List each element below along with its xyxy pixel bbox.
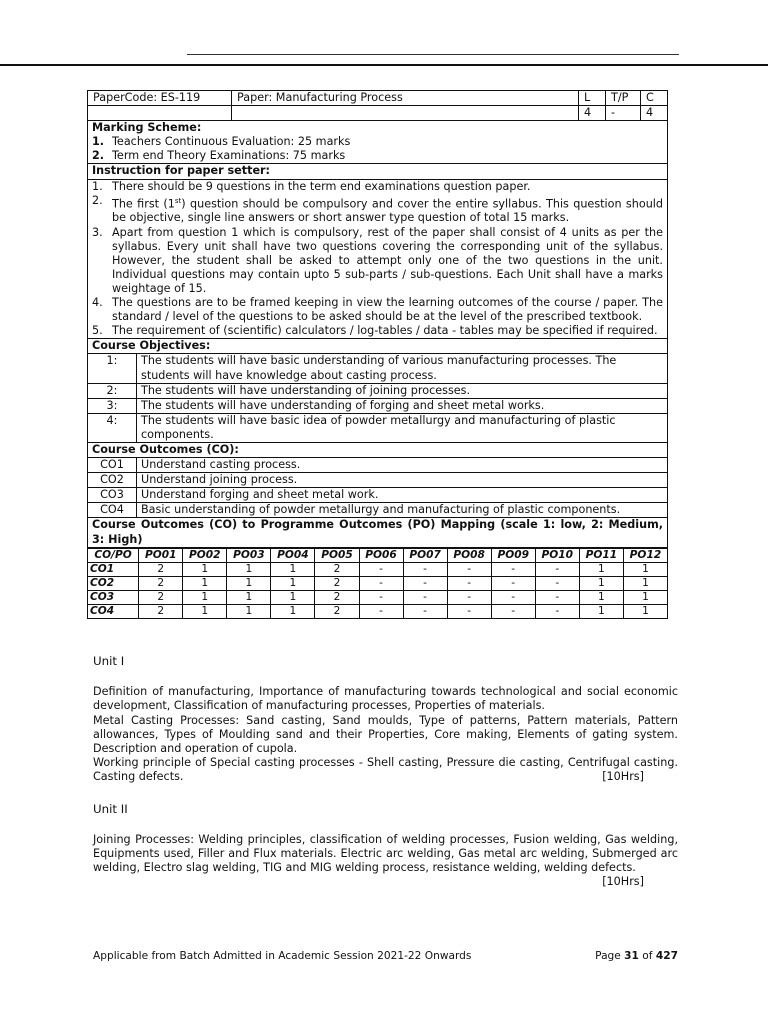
instruction-item: 2. The first (1st) question should be compulsory and cover the entire syllabus. This question should be objective, single line answers or short answer type question of total 15 marks. — [92, 193, 664, 225]
instructions-title: Instruction for paper setter: — [92, 164, 271, 178]
unit-2-paragraph: Joining Processes: Welding principles, classification of welding processes, Fusion welding, Gas welding, Equipments used, Filler and Flux materials. Electric arc welding, Gas metal arc welding, Submerged arc welding, Electro slag welding, TIG and MIG welding process, resistance welding, welding defects. [10Hrs] — [93, 832, 678, 889]
header-rule — [0, 64, 768, 66]
instruction-item: 3. Apart from question 1 which is compulsory, rest of the paper shall consist of 4 units as per the syllabus. Every unit shall have two questions covering the corresponding unit of the syllabus. However, the student shall be asked to attempt only one of the two questions in the unit. Individual questions may contain upto 5 sub-parts / sub-questions. Each Unit shall have a marks weightage of 15. — [92, 225, 663, 295]
unit-1-title: Unit I — [93, 654, 125, 668]
table-row: CO4 2 1 1 1 2 - - - - - 1 1 — [88, 604, 668, 618]
objective-text: The students will have basic understanding of various manufacturing processes. The students will have knowledge about casting process. — [137, 354, 668, 383]
outcome-text: Understand joining process. — [137, 473, 668, 488]
outcomes-title: Course Outcomes (CO): — [88, 442, 668, 457]
objective-number: 2: — [88, 383, 137, 398]
unit-1-paragraph: Working principle of Special casting processes - Shell casting, Pressure die casting, Centrifugal casting. Casting defects. [10Hrs] — [93, 756, 678, 784]
unit-1-paragraph: Metal Casting Processes: Sand casting, Sand moulds, Type of patterns, Pattern materials, Pattern allowances, Types of Moulding sand and their Properties, Core making, Elements of gating system. Description and operation of cupola. — [93, 713, 678, 756]
table-row: CO3 2 1 1 1 2 - - - - - 1 1 — [88, 590, 668, 604]
units-section — [93, 648, 678, 890]
top-rule — [187, 54, 679, 55]
credit-header-c: C — [641, 91, 668, 106]
outcome-code: CO3 — [88, 488, 137, 503]
outcome-code: CO2 — [88, 473, 137, 488]
outcome-text: Understand casting process. — [137, 458, 668, 473]
paper-code: PaperCode: ES-119 — [88, 91, 232, 106]
credit-header-l: L — [579, 91, 606, 106]
table-row: CO1 2 1 1 1 2 - - - - - 1 1 — [88, 562, 668, 576]
syllabus-document — [87, 90, 668, 619]
paper-title: Paper: Manufacturing Process — [232, 91, 579, 106]
unit-1-paragraph: Definition of manufacturing, Importance of manufacturing towards technological and social economic development, Classification of manufacturing processes, Properties of materials. — [93, 685, 678, 713]
instruction-item: 5. The requirement of (scientific) calculators / log-tables / data - tables may be specified if required. — [92, 324, 658, 338]
unit-1-hours: [10Hrs] — [602, 770, 644, 784]
credit-header-tp: T/P — [606, 91, 641, 106]
instruction-item: 4. The questions are to be framed keeping in view the learning outcomes of the course / paper. The standard / level of the questions to be asked should be at the level of the prescribed textbook. — [92, 296, 663, 324]
marking-item: 2. Term end Theory Examinations: 75 marks — [92, 149, 346, 163]
table-row: CO2 2 1 1 1 2 - - - - - 1 1 — [88, 576, 668, 590]
outcome-code: CO4 — [88, 503, 137, 518]
objective-number: 4: — [88, 413, 137, 442]
paper-header-table — [87, 90, 668, 121]
objective-text: The students will have understanding of forging and sheet metal works. — [137, 398, 668, 413]
footer-applicability: Applicable from Batch Admitted in Academic Session 2021-22 Onwards — [93, 950, 472, 962]
objectives-title: Course Objectives: — [92, 339, 211, 353]
credit-value-c: 4 — [641, 106, 668, 121]
instruction-item: 1. There should be 9 questions in the term end examinations question paper. — [92, 179, 531, 193]
objective-number: 3: — [88, 398, 137, 413]
credit-value-tp: - — [606, 106, 641, 121]
page-number: Page 31 of 427 — [595, 950, 678, 962]
objective-text: The students will have basic idea of powder metallurgy and manufacturing of plastic components. — [137, 413, 668, 442]
unit-2-title: Unit II — [93, 801, 128, 816]
marking-item: 1. Teachers Continuous Evaluation: 25 marks — [92, 135, 351, 149]
outcome-code: CO1 — [88, 458, 137, 473]
co-po-mapping-table — [87, 548, 668, 619]
mapping-title: Course Outcomes (CO) to Programme Outcomes (PO) Mapping (scale 1: low, 2: Medium, 3: High) — [88, 518, 668, 547]
page-footer — [93, 950, 678, 962]
objective-number: 1: — [88, 354, 137, 383]
outcomes-table — [87, 458, 668, 548]
outcome-text: Understand forging and sheet metal work. — [137, 488, 668, 503]
outcome-text: Basic understanding of powder metallurgy and manufacturing of plastic components. — [137, 503, 668, 518]
objective-text: The students will have understanding of joining processes. — [137, 383, 668, 398]
unit-2-hours: [10Hrs] — [602, 875, 644, 889]
objectives-table — [87, 354, 668, 458]
marking-scheme-title: Marking Scheme: — [92, 121, 202, 135]
marking-instructions-table — [87, 121, 668, 354]
mapping-header-row: CO/PO PO01 PO02 PO03 PO04 PO05 PO06 PO07 PO08 PO09 PO10 PO11 PO12 — [88, 548, 668, 562]
credit-value-l: 4 — [579, 106, 606, 121]
